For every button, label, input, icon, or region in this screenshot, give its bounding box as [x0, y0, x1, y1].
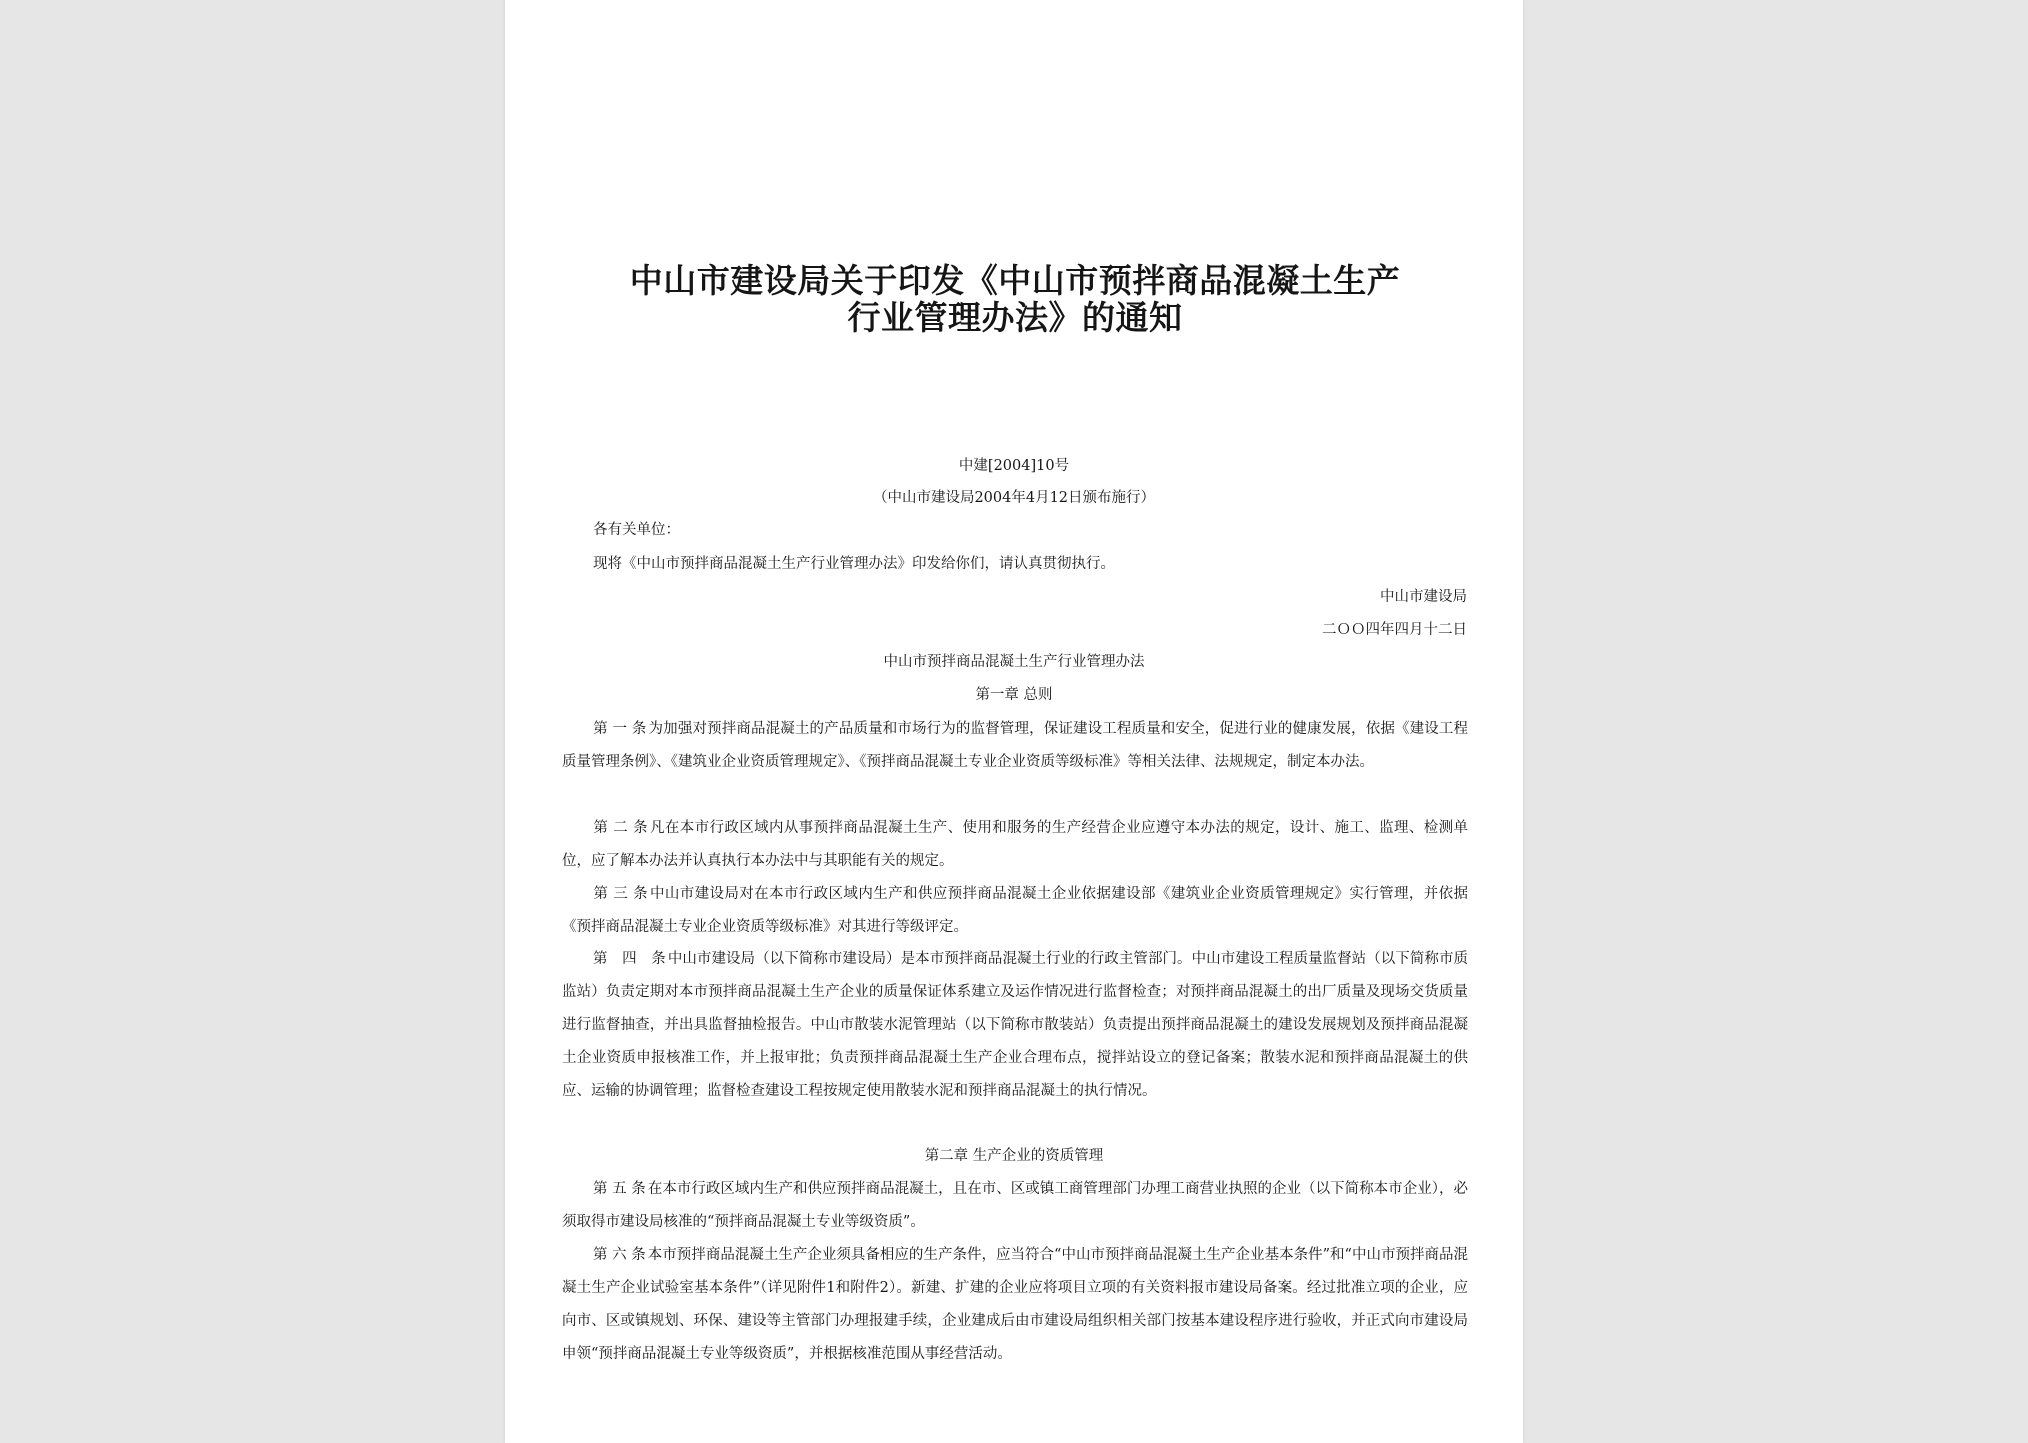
- article-label: 第 二 条: [593, 820, 648, 836]
- article-3: [562, 878, 1468, 944]
- article-2: [562, 812, 1468, 878]
- chapter-heading: 第二章 生产企业的资质管理: [924, 1148, 1104, 1164]
- article-label: 第 一 条: [593, 721, 647, 737]
- article-text: 本市预拌商品混凝土生产企业须具备相应的生产条件，应当符合“中山市预拌商品混凝土生产企业基本条件”和“中山市预拌商品混凝土生产企业试验室基本条件”（详见附件1和附件2）。新建、扩建的企业应将项目立项的有关资料报市建设局备案。经过批准立项的企业，应向市、区或镇规划、环保、建设等主管部门办理报建手续，企业建成后由市建设局组织相关部门按基本建设程序进行验收，并正式向市建设局申领“预拌商品混凝土专业等级资质”，并根据核准范围从事经营活动。: [562, 1247, 1469, 1362]
- signature-date: 二ＯＯ四年四月十二日: [1322, 622, 1467, 638]
- article-5: [562, 1173, 1468, 1239]
- notice-body: 现将《中山市预拌商品混凝土生产行业管理办法》印发给你们，请认真贯彻执行。: [593, 556, 1115, 572]
- article-4: [562, 943, 1468, 1108]
- title-line-1: 中山市建设局关于印发《中山市预拌商品混凝土生产: [629, 261, 1401, 300]
- title-line-2: 行业管理办法》的通知: [847, 298, 1183, 337]
- issued-note: （中山市建设局2004年4月12日颁布施行）: [872, 490, 1156, 506]
- article-6: [562, 1239, 1468, 1371]
- article-label: 第 四 条: [593, 951, 666, 967]
- article-text: 中山市建设局（以下简称市建设局）是本市预拌商品混凝土行业的行政主管部门。中山市建设工程质量监督站（以下简称市质监站）负责定期对本市预拌商品混凝土生产企业的质量保证体系建立及运作情况进行监督检查；对预拌商品混凝土的出厂质量及现场交货质量进行监督抽查，并出具监督抽检报告。中山市散装水泥管理站（以下简称市散装站）负责提出预拌商品混凝土的建设发展规划及预拌商品混凝土企业资质申报核准工作，并上报审批；负责预拌商品混凝土生产企业合理布点，搅拌站设立的登记备案；散装水泥和预拌商品混凝土的供应、运输的协调管理；监督检查建设工程按规定使用散装水泥和预拌商品混凝土的执行情况。: [562, 951, 1469, 1099]
- article-text: 凡在本市行政区域内从事预拌商品混凝土生产、使用和服务的生产经营企业应遵守本办法的规定，设计、施工、监理、检测单位，应了解本办法并认真执行本办法中与其职能有关的规定。: [562, 820, 1468, 869]
- article-label: 第 三 条: [593, 886, 648, 902]
- regulation-title: 中山市预拌商品混凝土生产行业管理办法: [883, 654, 1145, 670]
- article-label: 第 五 条: [593, 1181, 646, 1197]
- article-1: [562, 713, 1468, 779]
- document-page: [505, 0, 1523, 1443]
- article-text: 中山市建设局对在本市行政区域内生产和供应预拌商品混凝土企业依据建设部《建筑业企业资质管理规定》实行管理，并依据《预拌商品混凝土专业企业资质等级标准》对其进行等级评定。: [562, 886, 1468, 935]
- article-label: 第 六 条: [593, 1247, 646, 1263]
- chapter-heading: 第一章 总则: [975, 687, 1053, 703]
- document-number: 中建[2004]10号: [958, 458, 1070, 474]
- signature-org: 中山市建设局: [1380, 589, 1467, 605]
- article-text: 在本市行政区域内生产和供应预拌商品混凝土，且在市、区或镇工商管理部门办理工商营业执照的企业（以下简称本市企业），必须取得市建设局核准的“预拌商品混凝土专业等级资质”。: [562, 1181, 1469, 1230]
- article-text: 为加强对预拌商品混凝土的产品质量和市场行为的监督管理，保证建设工程质量和安全，促进行业的健康发展，依据《建设工程质量管理条例》、《建筑业企业资质管理规定》、《预拌商品混凝土专业企业资质等级标准》等相关法律、法规规定，制定本办法。: [562, 721, 1469, 770]
- document-title: [595, 262, 1435, 336]
- salutation: 各有关单位：: [593, 522, 680, 538]
